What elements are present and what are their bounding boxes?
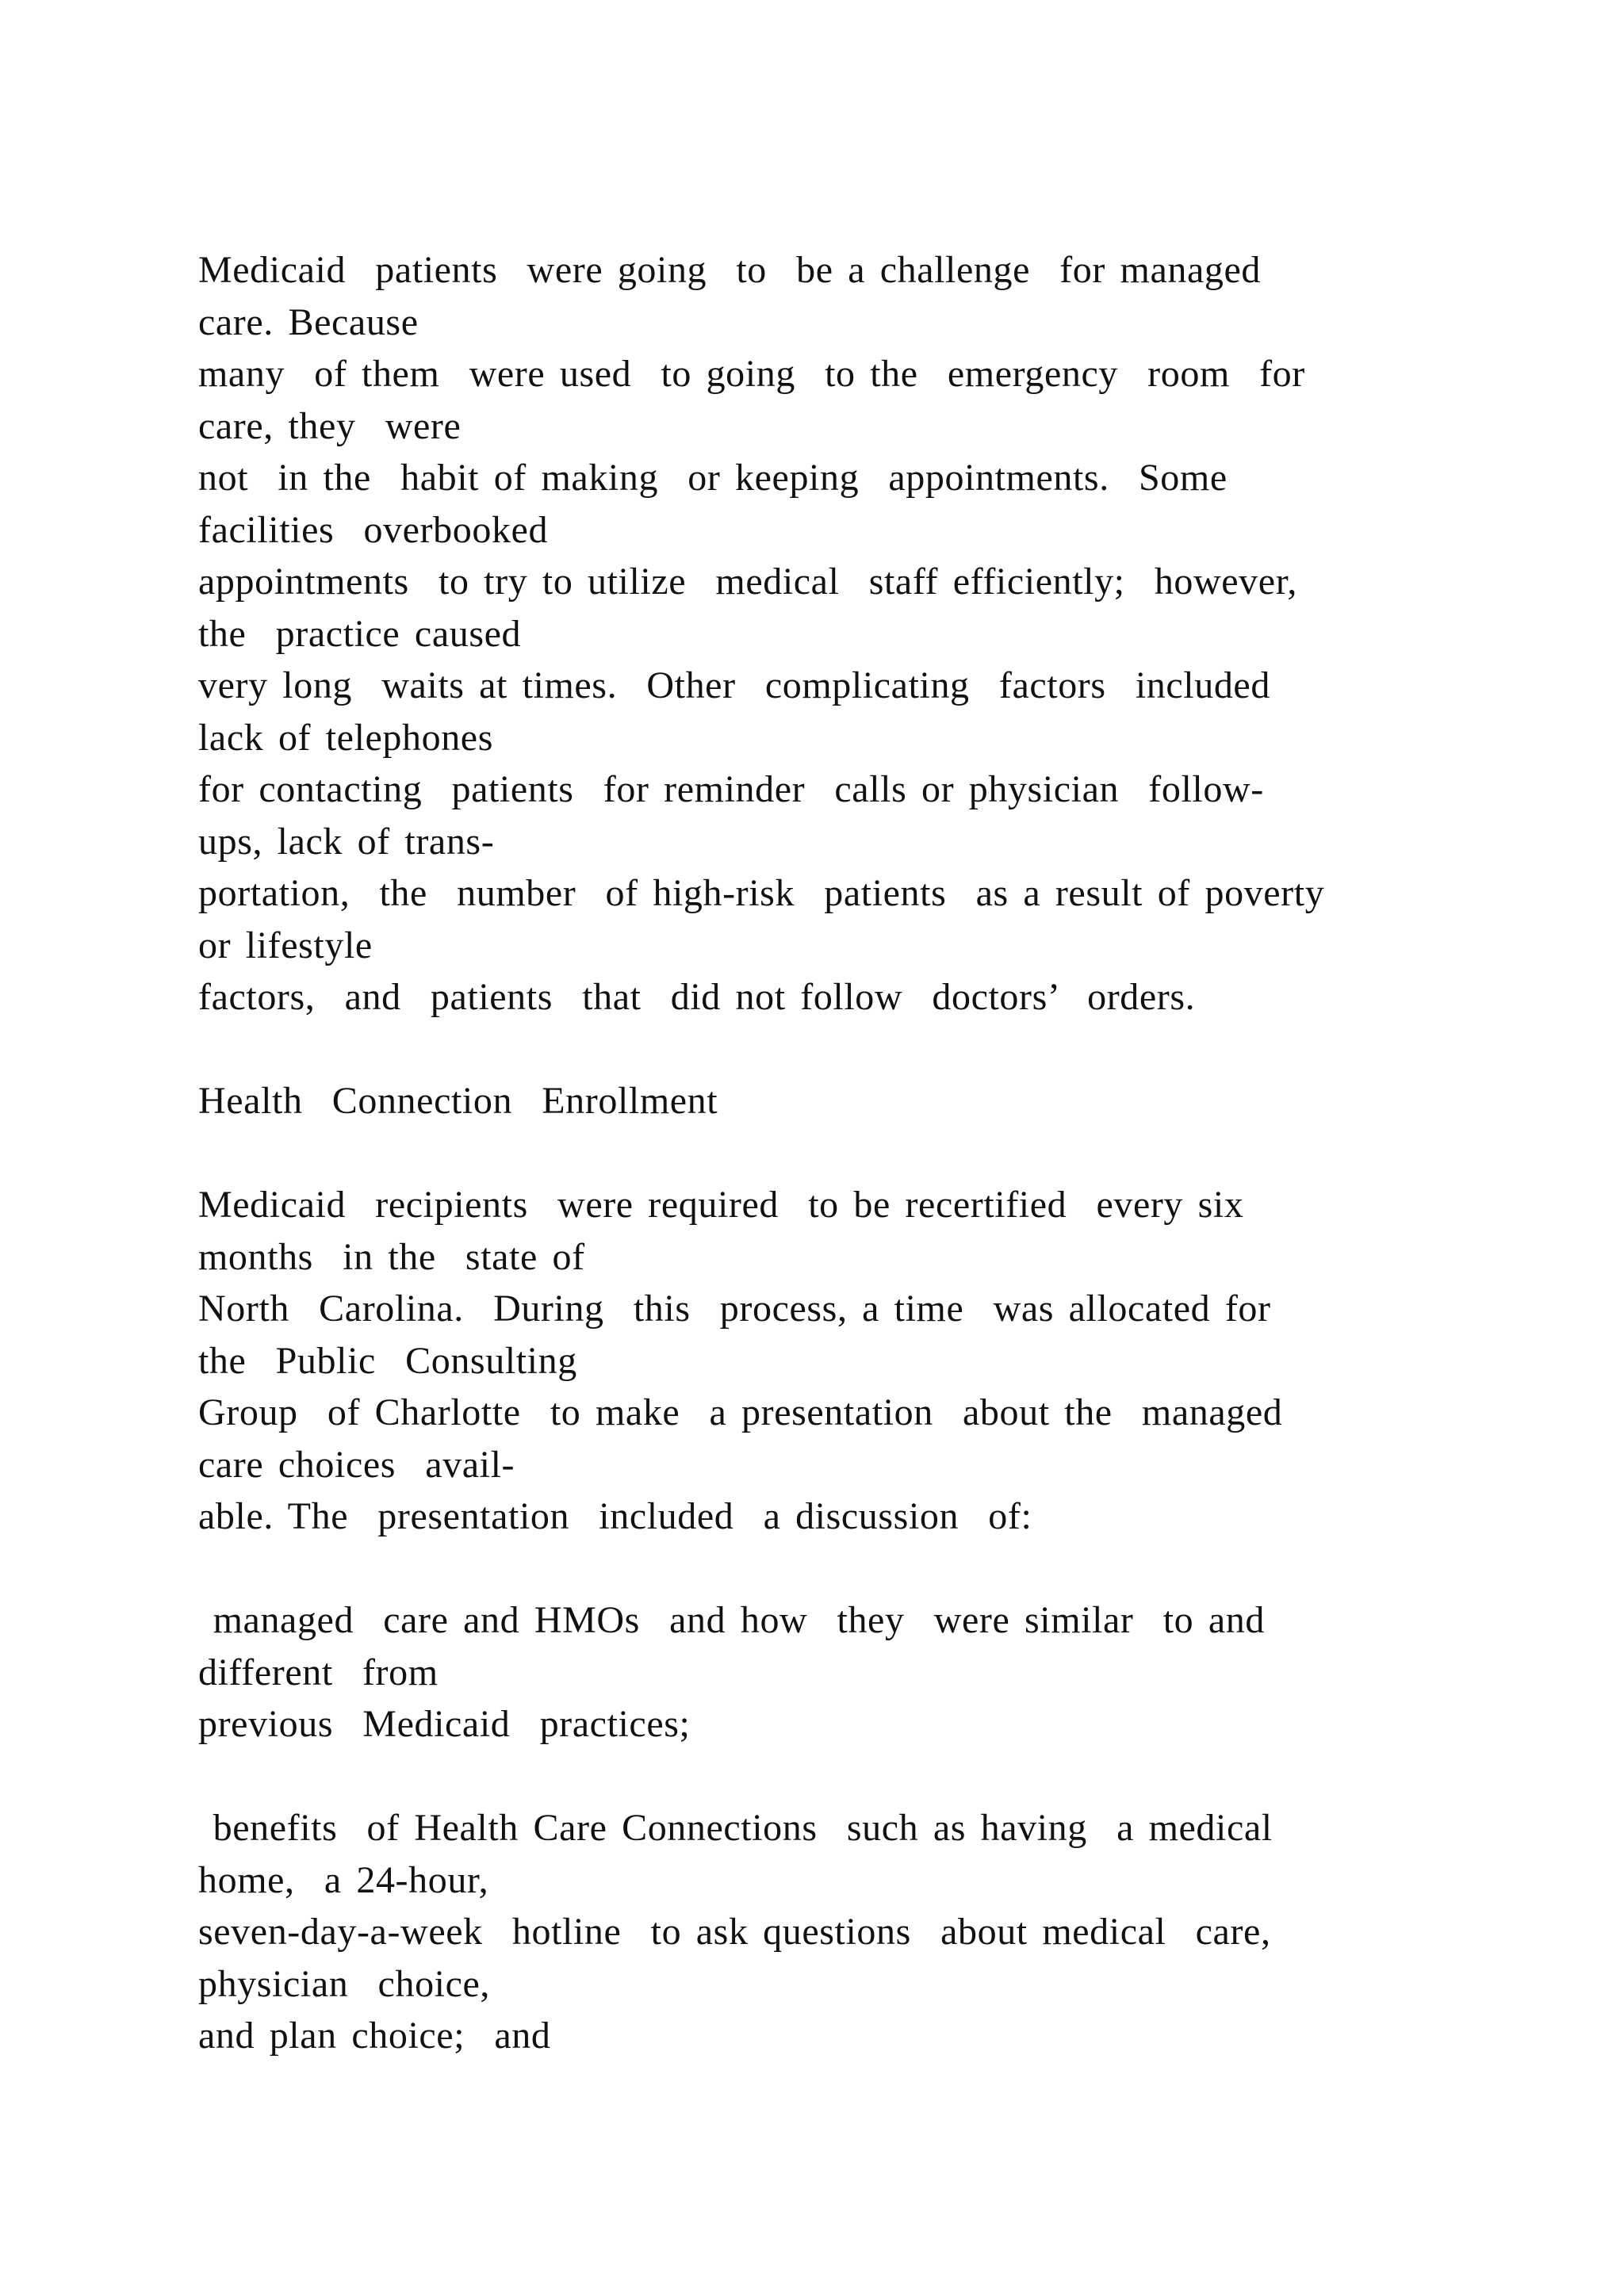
text-line: home, a 24-hour,	[198, 1858, 489, 1901]
text-line: and plan choice; and	[198, 2015, 551, 2057]
text-line: the Public Consulting	[198, 1339, 577, 1382]
text-line: or lifestyle	[198, 924, 373, 966]
paragraph-spacer	[198, 1127, 1507, 1180]
text-line: months in the state of	[198, 1235, 585, 1278]
text-line: lack of telephones	[198, 716, 493, 759]
text-line: able. The presentation included a discussion of:	[198, 1495, 1032, 1537]
list-item-benefits	[198, 1802, 1507, 2062]
list-item-managed-care	[198, 1594, 1507, 1751]
text-line: Group of Charlotte to make a presentation about the managed	[198, 1391, 1283, 1433]
text-line: ups, lack of trans-	[198, 820, 495, 863]
document-body	[198, 244, 1507, 2062]
text-line: appointments to try to utilize medical staff efficiently; however,	[198, 561, 1297, 603]
paragraph-managed-care-challenges	[198, 244, 1507, 1024]
section-heading: Health Connection Enrollment	[198, 1080, 718, 1122]
paragraph-enrollment	[198, 1179, 1507, 1543]
text-line: very long waits at times. Other complicating factors included	[198, 664, 1270, 706]
text-line: different from	[198, 1651, 439, 1693]
text-line: benefits of Health Care Connections such as having a medical	[198, 1807, 1273, 1849]
text-line: facilities overbooked	[198, 508, 549, 551]
text-line: physician choice,	[198, 1962, 491, 2005]
text-line: not in the habit of making or keeping appointments. Some	[198, 457, 1228, 499]
text-line: Medicaid patients were going to be a challenge for managed	[198, 249, 1262, 291]
text-line: previous Medicaid practices;	[198, 1703, 691, 1745]
text-line: for contacting patients for reminder calls or physician follow-	[198, 768, 1264, 810]
text-line: care. Because	[198, 300, 419, 343]
text-line: North Carolina. During this process, a time was allocated for	[198, 1288, 1271, 1330]
paragraph-spacer	[198, 1751, 1507, 1803]
text-line: care choices avail-	[198, 1443, 515, 1486]
text-line: the practice caused	[198, 612, 522, 655]
paragraph-spacer	[198, 1543, 1507, 1595]
text-line: many of them were used to going to the emergency room for	[198, 353, 1305, 395]
text-line: portation, the number of high-risk patients as a result of poverty	[198, 872, 1325, 914]
text-line: factors, and patients that did not follow doctors’ orders.	[198, 976, 1196, 1018]
paragraph-spacer	[198, 1024, 1507, 1076]
text-line: Medicaid recipients were required to be recertified every six	[198, 1184, 1244, 1226]
text-line: care, they were	[198, 404, 462, 447]
text-line: managed care and HMOs and how they were similar to and	[198, 1599, 1265, 1641]
text-line: seven-day-a-week hotline to ask questions about medical care,	[198, 1911, 1271, 1953]
